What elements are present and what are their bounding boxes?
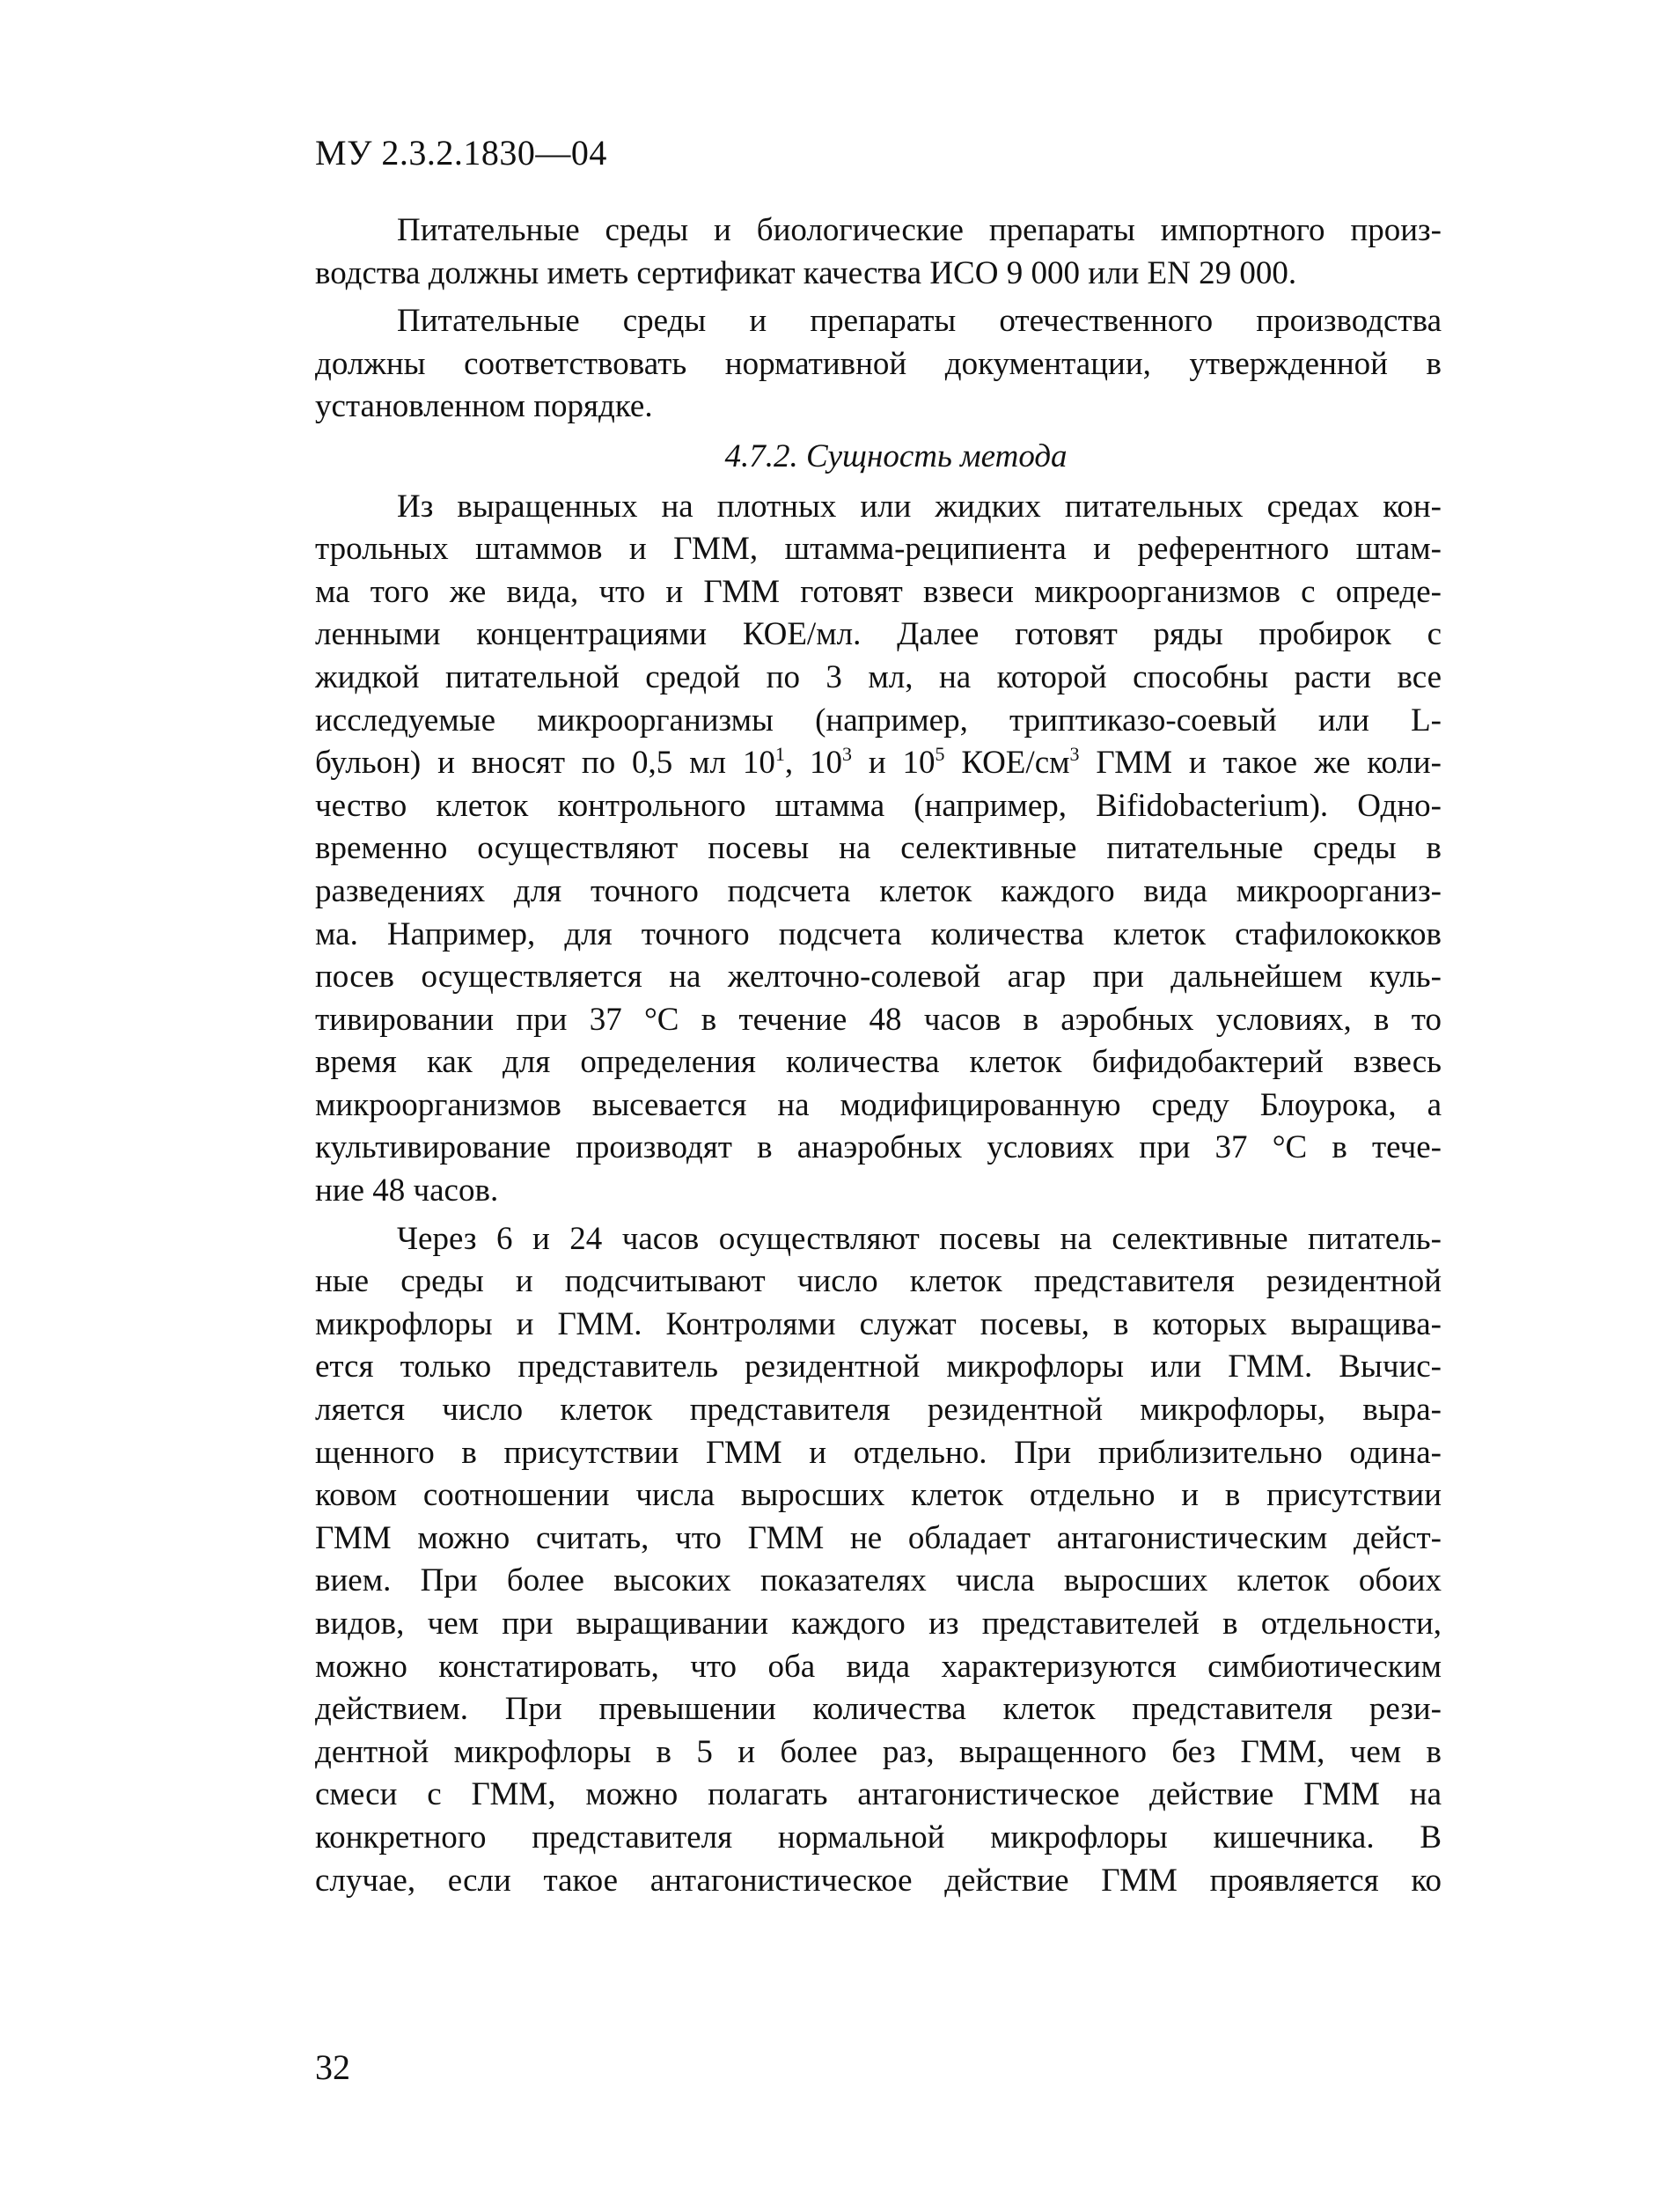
text-line: трольных штаммов и ГММ, штамма-реципиента и референтного штам-	[315, 531, 1442, 568]
paragraph-cultivation-results	[315, 1218, 1442, 1903]
text-line: ковом соотношении числа выросших клеток отдельно и в присутствии	[315, 1477, 1442, 1514]
text-line: жидкой питательной средой по 3 мл, на которой способны расти все	[315, 658, 1442, 695]
text-line: Питательные среды и препараты отечественного производства	[397, 303, 1442, 340]
text-line: должны соответствовать нормативной документации, утвержденной в	[315, 345, 1442, 382]
text-line: водства должны иметь сертификат качества ИСО 9 000 или EN 29 000.	[315, 254, 1297, 291]
text-line-with-superscripts	[315, 742, 1442, 785]
text-line: ГММ можно считать, что ГММ не обладает антагонистическим дейст-	[315, 1519, 1442, 1556]
text-line: тивировании при 37 °С в течение 48 часов в аэробных условиях, в то	[315, 1001, 1442, 1038]
paragraph-method-essence	[315, 486, 1442, 1213]
superscript: 1	[774, 743, 785, 766]
text-line: ние 48 часов.	[315, 1172, 499, 1209]
text-line: конкретного представителя нормальной микрофлоры кишечника. В	[315, 1819, 1442, 1856]
text-line: ляется число клеток представителя резидентной микрофлоры, выра-	[315, 1392, 1442, 1429]
text-fragment: бульон) и вносят по 0,5 мл 10	[315, 745, 775, 782]
page-number: 32	[315, 2047, 350, 2087]
text-line: ленными концентрациями КОЕ/мл. Далее готовят ряды пробирок с	[315, 616, 1442, 653]
text-line: культивирование производят в анаэробных условиях при 37 °С в тече-	[315, 1129, 1442, 1166]
text-line: вием. При более высоких показателях числа выросших клеток обоих	[315, 1562, 1442, 1599]
text-line: временно осуществляют посевы на селективные питательные среды в	[315, 830, 1442, 867]
text-line: видов, чем при выращивании каждого из представителей в отдельности,	[315, 1606, 1442, 1642]
section-heading: 4.7.2. Сущность метода	[724, 437, 1068, 474]
text-line: разведениях для точного подсчета клеток каждого вида микроорганиз-	[315, 872, 1442, 909]
text-fragment: , 10	[784, 745, 842, 782]
text-line: время как для определения количества клеток бифидобактерий взвесь	[315, 1044, 1442, 1081]
text-fragment: и 10	[851, 745, 936, 782]
text-line: ма. Например, для точного подсчета количества клеток стафилококков	[315, 915, 1442, 952]
text-line: Из выращенных на плотных или жидких питательных средах кон-	[397, 488, 1442, 525]
document-code-header: МУ 2.3.2.1830—04	[315, 133, 607, 173]
text-line: ется только представитель резидентной микрофлоры или ГММ. Вычис-	[315, 1349, 1442, 1385]
text-fragment: ГММ и такое же коли-	[1079, 745, 1442, 782]
text-line: посев осуществляется на желточно-солевой агар при дальнейшем куль-	[315, 959, 1442, 996]
superscript: 3	[841, 743, 852, 766]
superscript: 5	[935, 743, 945, 766]
text-line: дентной микрофлоры в 5 и более раз, выращенного без ГММ, чем в	[315, 1733, 1442, 1770]
text-line: Через 6 и 24 часов осуществляют посевы на селективные питатель-	[397, 1220, 1442, 1257]
text-line: установленном порядке.	[315, 388, 653, 425]
text-line: микроорганизмов высевается на модифицированную среду Блоурока, а	[315, 1086, 1442, 1123]
text-line: Питательные среды и биологические препараты импортного произ-	[397, 212, 1442, 248]
text-fragment: КОЕ/см	[944, 745, 1070, 782]
text-line: смеси с ГММ, можно полагать антагонистическое действие ГММ на	[315, 1776, 1442, 1813]
text-line: ма того же вида, что и ГММ готовят взвеси микроорганизмов с опреде-	[315, 573, 1442, 610]
paragraph-imported-media	[315, 209, 1442, 295]
text-line: чество клеток контрольного штамма (например, Bifidobacterium). Одно-	[315, 787, 1442, 824]
document-body	[315, 209, 1442, 1902]
text-line: микрофлоры и ГММ. Контролями служат посевы, в которых выращива-	[315, 1305, 1442, 1342]
superscript: 3	[1069, 743, 1080, 766]
text-line: исследуемые микроорганизмы (например, триптиказо-соевый или L-	[315, 702, 1442, 739]
text-line: ные среды и подсчитывают число клеток представителя резидентной	[315, 1263, 1442, 1300]
text-line: можно констатировать, что оба вида характеризуются симбиотическим	[315, 1648, 1442, 1685]
text-line: случае, если такое антагонистическое действие ГММ проявляется ко	[315, 1862, 1442, 1899]
text-line: действием. При превышении количества клеток представителя рези-	[315, 1691, 1442, 1728]
paragraph-domestic-media	[315, 300, 1442, 429]
text-line: щенного в присутствии ГММ и отдельно. При приблизительно одина-	[315, 1434, 1442, 1471]
